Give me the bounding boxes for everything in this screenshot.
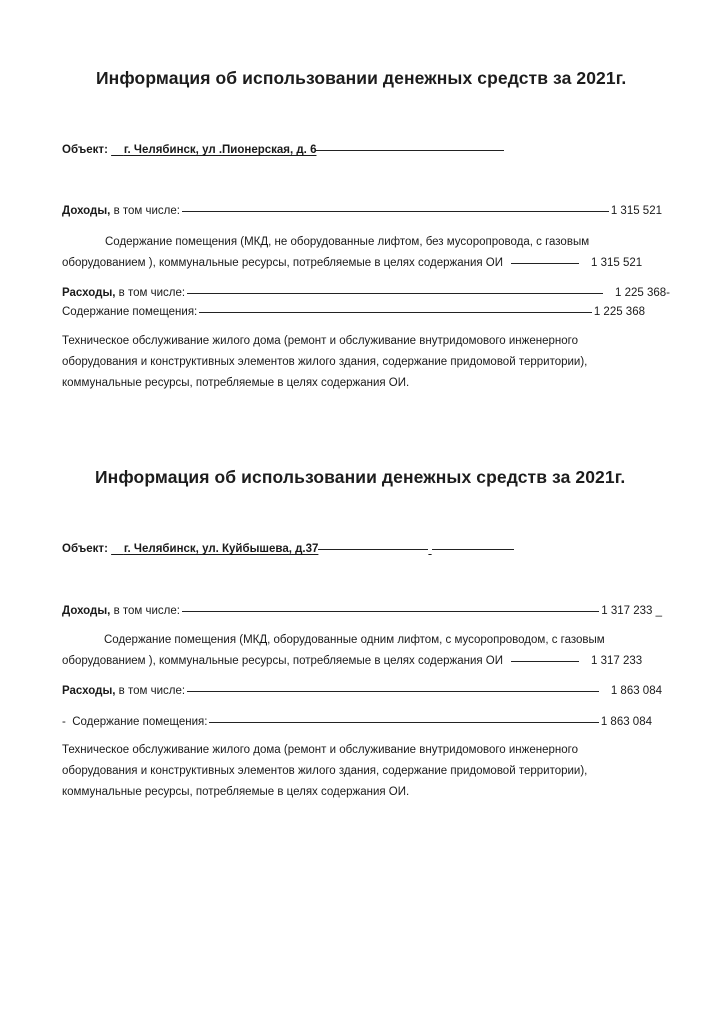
income-value: 1 315 521 [610, 205, 662, 217]
maintenance-row [62, 655, 672, 667]
leader-line [182, 211, 609, 212]
income-label: Доходы, [62, 605, 111, 617]
maintenance-line-2: оборудованием ), коммунальные ресурсы, потребляемые в целях содержания ОИ [62, 257, 503, 269]
leader-line [209, 722, 598, 723]
maintenance-line-1: Содержание помещения (МКД, оборудованные одним лифтом, с мусоропроводом, с газовым [104, 634, 605, 646]
note-line: оборудования и конструктивных элементов жилого здания, содержание придомовой территории), [62, 765, 588, 777]
note-paragraph [62, 740, 587, 803]
leader-line [182, 611, 599, 612]
income-suffix: в том числе: [110, 605, 180, 617]
object-line [62, 144, 504, 156]
expense-sub-label: - Содержание помещения: [62, 716, 208, 728]
maintenance-line-1: Содержание помещения (МКД, не оборудованные лифтом, без мусоропровода, с газовым [105, 236, 590, 248]
expense-value: 1 863 084 [610, 685, 662, 697]
object-label: Объект: [62, 543, 108, 555]
expense-sub-row [62, 306, 645, 318]
income-value: 1 317 233 _ [601, 605, 662, 617]
expense-row [62, 685, 662, 697]
income-label: Доходы, [62, 205, 111, 217]
leader-line [511, 661, 579, 662]
expense-sub-value: 1 225 368 [593, 306, 645, 318]
object-value: г. Челябинск, ул. Куйбышева, д.37 [111, 543, 514, 555]
section-title: Информация об использовании денежных средств за 2021г. [95, 467, 626, 487]
object-line [62, 543, 514, 555]
note-line: коммунальные ресурсы, потребляемые в целях содержания ОИ. [62, 786, 410, 798]
expense-sub-label: Содержание помещения: [62, 306, 198, 318]
note-line: коммунальные ресурсы, потребляемые в целях содержания ОИ. [62, 377, 410, 389]
note-paragraph [62, 331, 587, 394]
expense-sub-value: 1 863 084 [600, 716, 652, 728]
expense-suffix: в том числе: [115, 685, 186, 697]
object-label: Объект: [62, 144, 108, 156]
expense-label: Расходы, [62, 287, 116, 299]
expense-suffix: в том числе: [115, 287, 186, 299]
leader-line [187, 691, 599, 692]
note-line: Техническое обслуживание жилого дома (ремонт и обслуживание внутридомового инженерного [62, 335, 578, 347]
leader-line [199, 312, 592, 313]
expense-sub-row [62, 716, 652, 728]
maintenance-value: 1 317 233 [591, 655, 643, 667]
maintenance-line-2: оборудованием ), коммунальные ресурсы, потребляемые в целях содержания ОИ [62, 655, 503, 667]
leader-line [511, 263, 579, 264]
expense-row [62, 287, 670, 299]
maintenance-value: 1 315 521 [591, 257, 643, 269]
leader-line [187, 293, 603, 294]
income-row [62, 205, 662, 217]
maintenance-row [62, 257, 672, 269]
section-title: Информация об использовании денежных средств за 2021г. [96, 68, 627, 88]
note-line: оборудования и конструктивных элементов жилого здания, содержание придомовой территории), [62, 356, 588, 368]
object-value: г. Челябинск, ул .Пионерская, д. 6 [111, 144, 504, 156]
expense-label: Расходы, [62, 685, 116, 697]
expense-value: 1 225 368- [615, 287, 670, 299]
note-line: Техническое обслуживание жилого дома (ремонт и обслуживание внутридомового инженерного [62, 744, 578, 756]
income-suffix: в том числе: [110, 205, 180, 217]
income-row [62, 605, 662, 617]
